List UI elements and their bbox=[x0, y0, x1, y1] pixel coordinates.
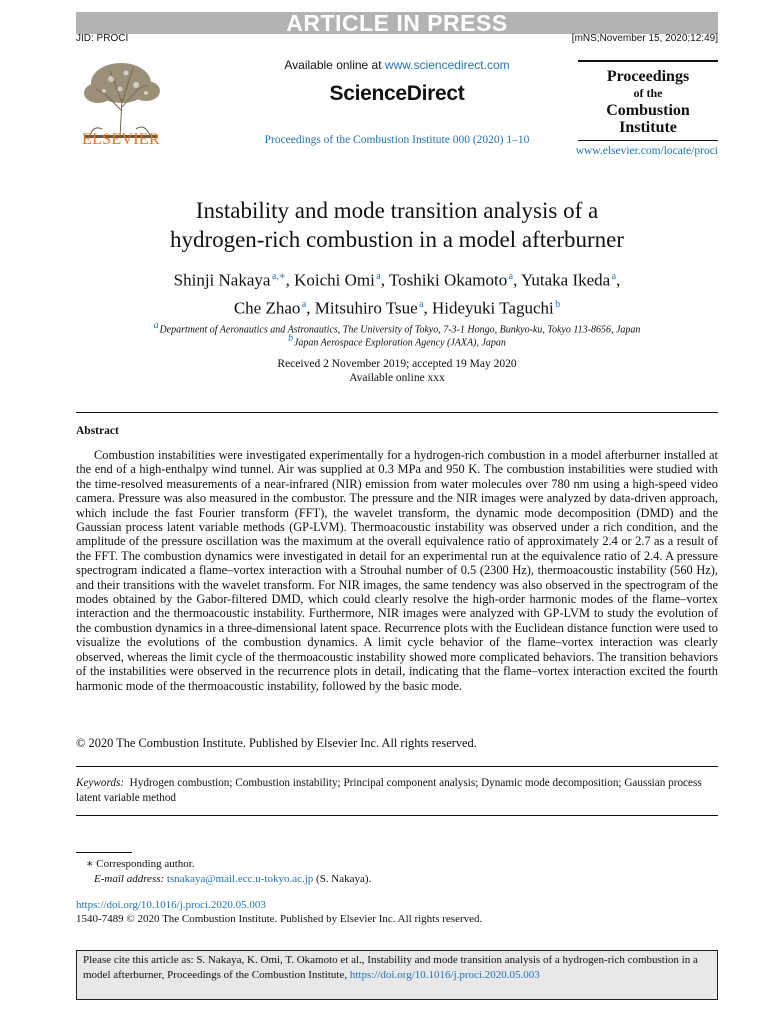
author-affiliation-marker[interactable]: a,∗ bbox=[271, 271, 286, 282]
issn-copyright: 1540-7489 © 2020 The Combustion Institute. Published by Elsevier Inc. All rights reserved. bbox=[76, 913, 483, 925]
keywords-label: Keywords: bbox=[76, 777, 125, 789]
corresponding-author-note: ∗ Corresponding author. bbox=[86, 858, 195, 870]
journal-box-bottom-rule bbox=[578, 140, 718, 141]
author-name[interactable]: Hideyuki Taguchi bbox=[432, 298, 554, 318]
journal-url-link[interactable]: www.elsevier.com/locate/proci bbox=[575, 145, 718, 157]
keywords bbox=[76, 776, 718, 806]
affiliation-a: $^a$ Department of Aeronautics and Astronautics, The University of Tokyo, 7-3-1 Hongo, Bunkyo-ku, Tokyo 113-8656, Japan bbox=[153, 320, 641, 336]
affiliation-b: $^b$ Japan Aerospace Exploration Agency (JAXA), Japan bbox=[288, 333, 506, 349]
received-accepted-date: Received 2 November 2019; accepted 19 May 2020 bbox=[277, 358, 517, 370]
sciencedirect-link[interactable]: www.sciencedirect.com bbox=[384, 58, 510, 72]
author-line-2: Che Zhao $^a$, Mitsuhiro Tsue $^a$, Hideyuki Taguchi $^b$ bbox=[233, 298, 561, 318]
journal-box-line1: Proceedings bbox=[606, 68, 690, 85]
citation-text: Please cite this article as: S. Nakaya, K. Omi, T. Okamoto et al., Instability and mode transition analysis of a hydrogen-rich combustion in a model afterburner, Proceedings of the Combustion Institute, bbox=[83, 954, 698, 981]
email-footnote: E-mail address: tsnakaya@mail.ecc.u-tokyo.ac.jp (S. Nakaya). bbox=[94, 873, 372, 885]
available-online-prefix: Available online at bbox=[284, 58, 385, 72]
article-title bbox=[76, 196, 718, 254]
available-online-date: Available online xxx bbox=[349, 372, 445, 384]
sciencedirect-logo: ScienceDirect bbox=[329, 82, 465, 105]
abstract-body: Combustion instabilities were investigated experimentally for a hydrogen-rich combustion in a model afterburner installed at the end of a high-enthalpy wind tunnel. Air was supplied at 0.3 MPa and 950 K. The combustion instabilities were studied with the time-resolved measurements of a near-infrared (NIR) emission from water molecules over 780 nm using a high-speed video camera. Pressure was also measured in the combustor. The pressure and the NIR images were analyzed by data-driven approach, which include the fast Fourier transform (FFT), the wavelet transform, the dynamic mode decomposition (DMD) and the Gaussian process latent variable methods (GP-LVM). Thermoacoustic instability was observed under a rich condition, and the amplitude of the pressure oscillation was the maximum at the overall equivalence ratio of approximately 2.4 or 2.7 as a result of the FFT. The combustion dynamics were investigated in detail for an experimental run at the equivalence ratio of 2.4. A pressure spectrogram indicated a flame–vortex interaction with a Strouhal number of 0.5 (2300 Hz), thermoacoustic instability (560 Hz), and their transitions with the wavelet transform. For NIR images, the same tendency was also observed in the spectrogram of the modes obtained by the Gabor-filtered DMD, which could clearly resolve the high-order harmonic modes of the flame–vortex interaction and the thermoacoustic instability. Furthermore, NIR images were analyzed with GP-LVM to study the evolution of the combustion dynamics in a three-dimensional latent space. Recurrence plots with the Euclidean distance function were used to visualize the evolutions of the combustion dynamics. A limit cycle behavior of the flame–vortex interaction was clearly observed, whereas the limit cycle of the thermoacoustic instability showed more complicated behaviors. The transition behaviors of the instabilities were observed in the recurrence plots in detail, indicating that the flame–vortex interaction excited the fourth harmonic mode of the thermoacoustic instability, followed by the basic mode. bbox=[76, 448, 718, 693]
author-line-1: Shinji Nakaya $^{a,∗}$, Koichi Omi $^a$, Toshiki Okamoto $^a$, Yutaka Ikeda $^a$, bbox=[173, 270, 621, 290]
title-line-1: Instability and mode transition analysis of a bbox=[195, 198, 599, 223]
abstract-heading: Abstract bbox=[76, 425, 119, 437]
build-stamp: [mNS;November 15, 2020;12:49] bbox=[571, 33, 718, 44]
keywords-bottom-rule bbox=[76, 815, 718, 816]
author-affiliation-marker[interactable]: a bbox=[301, 298, 307, 310]
available-online-line bbox=[200, 58, 594, 72]
article-in-press-banner: ARTICLE IN PRESS bbox=[76, 12, 718, 34]
citation-doi-link[interactable]: https://doi.org/10.1016/j.proci.2020.05.003 bbox=[349, 969, 540, 981]
author-affiliation-marker[interactable]: a bbox=[508, 271, 514, 282]
journal-id: JID: PROCI bbox=[76, 33, 129, 44]
author-name[interactable]: Koichi Omi bbox=[294, 270, 375, 290]
abstract-copyright: © 2020 The Combustion Institute. Published by Elsevier Inc. All rights reserved. bbox=[76, 736, 477, 750]
journal-box-top-rule bbox=[578, 60, 718, 62]
journal-box-line2: of the bbox=[633, 86, 663, 100]
journal-citation-line[interactable]: Proceedings of the Combustion Institute 000 (2020) 1–10 bbox=[264, 134, 530, 146]
citation-box bbox=[76, 950, 718, 1000]
email-link[interactable]: tsnakaya@mail.ecc.u-tokyo.ac.jp bbox=[166, 873, 314, 885]
journal-box-title bbox=[578, 68, 718, 136]
journal-box-line4: Institute bbox=[619, 119, 677, 136]
journal-box-line3: Combustion bbox=[606, 102, 690, 119]
author-affiliation-marker[interactable]: b bbox=[555, 298, 561, 310]
author-affiliation-marker[interactable]: a bbox=[611, 271, 617, 282]
author-name[interactable]: Yutaka Ikeda bbox=[520, 270, 611, 290]
email-label: E-mail address: bbox=[94, 873, 167, 885]
author-affiliation-marker[interactable]: a bbox=[419, 298, 424, 310]
author-list bbox=[76, 265, 718, 320]
author-name[interactable]: Toshiki Okamoto bbox=[388, 270, 508, 290]
footnote-rule bbox=[76, 852, 132, 853]
author-name[interactable]: Che Zhao bbox=[233, 298, 301, 318]
elsevier-wordmark: ELSEVIER bbox=[82, 131, 160, 148]
author-name[interactable]: Shinji Nakaya bbox=[173, 270, 271, 290]
abstract-top-rule bbox=[76, 412, 718, 413]
author-name[interactable]: Mitsuhiro Tsue bbox=[314, 298, 418, 318]
keywords-text: Hydrogen combustion; Combustion instability; Principal component analysis; Dynamic mode decomposition; Gaussian process latent variable method bbox=[76, 777, 702, 804]
keywords-top-rule bbox=[76, 766, 718, 767]
doi-link[interactable]: https://doi.org/10.1016/j.proci.2020.05.003 bbox=[76, 899, 266, 911]
title-line-2: hydrogen-rich combustion in a model afterburner bbox=[169, 227, 625, 252]
article-dates bbox=[76, 357, 718, 385]
author-affiliation-marker[interactable]: a bbox=[376, 271, 381, 282]
